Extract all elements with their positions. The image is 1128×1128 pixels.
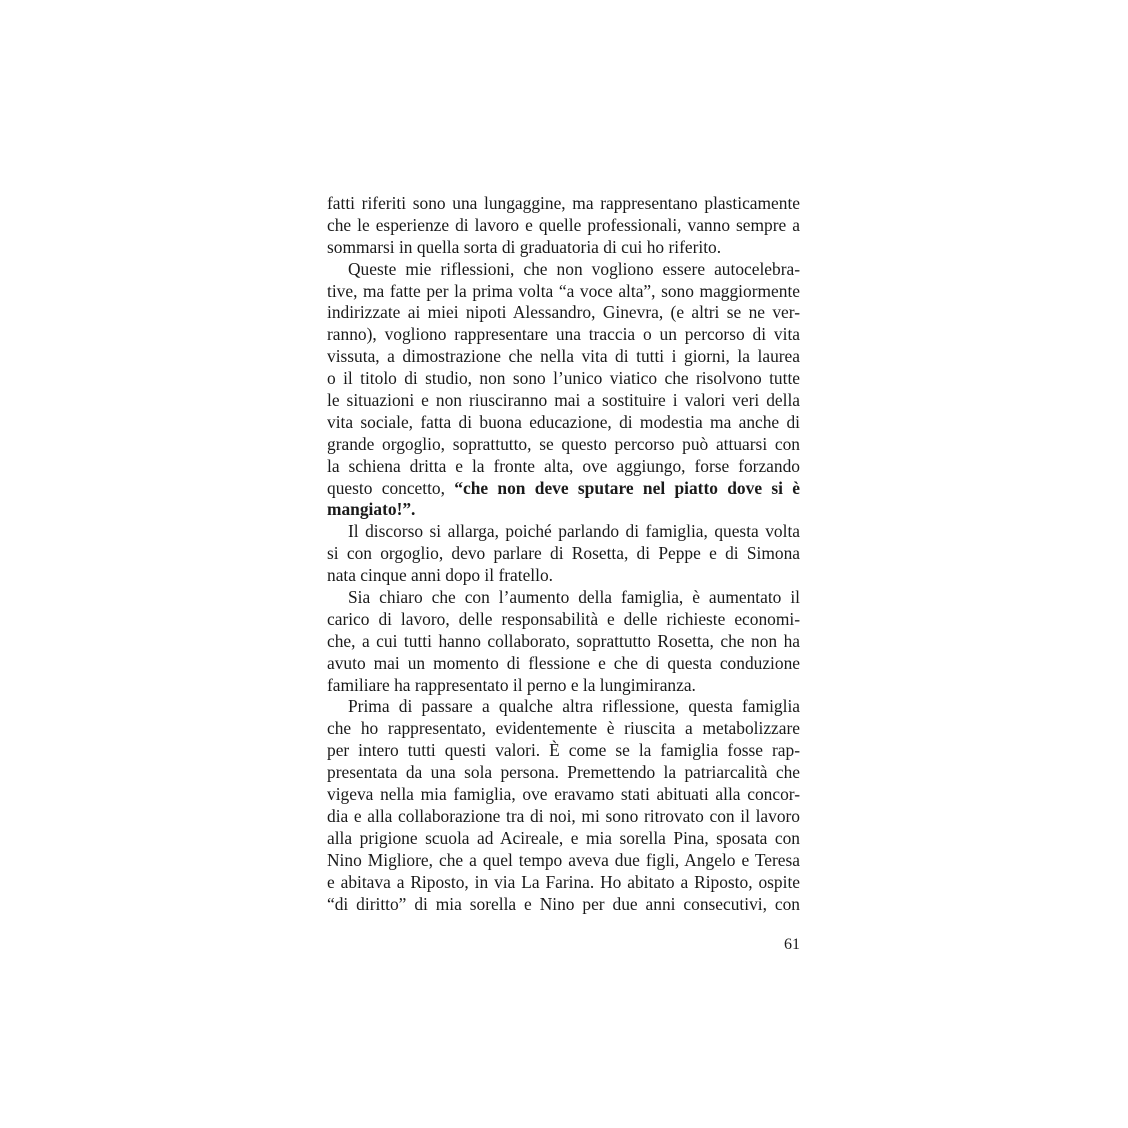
text-line: familiare ha rappresentato il perno e la lungimiranza.	[327, 674, 696, 695]
text-line: ranno), vogliono rappresentare una traccia o un percorso di vita	[327, 324, 800, 345]
page-number: 61	[784, 936, 800, 953]
text-line	[327, 478, 800, 500]
text-line: alla prigione scuola ad Acireale, e mia sorella Pina, sposata con	[327, 827, 800, 848]
text-line-plain: questo concetto,	[327, 477, 455, 498]
text-line: la schiena dritta e la fronte alta, ove aggiungo, forse forzando	[327, 455, 800, 476]
bold-quote-end: mangiato!”.	[327, 499, 416, 520]
text-line: che, a cui tutti hanno collaborato, soprattutto Rosetta, che non ha	[327, 630, 800, 651]
text-line: dia e alla collaborazione tra di noi, mi sono ritrovato con il lavoro	[327, 805, 800, 826]
text-line: grande orgoglio, soprattutto, se questo percorso può attuarsi con	[327, 433, 800, 454]
text-line: “di diritto” di mia sorella e Nino per due anni consecutivi, con	[327, 893, 800, 914]
bold-quote: “che non deve sputare nel piatto dove si è	[454, 477, 800, 498]
text-line: Nino Migliore, che a quel tempo aveva due figli, Angelo e Teresa	[327, 849, 800, 870]
text-line: per intero tutti questi valori. È come se la famiglia fosse rap-	[327, 740, 800, 761]
text-line: Sia chiaro che con l’aumento della famiglia, è aumentato il	[348, 587, 800, 608]
text-line: avuto mai un momento di flessione e che di questa conduzione	[327, 652, 800, 673]
text-line: Prima di passare a qualche altra riflessione, questa famiglia	[348, 696, 800, 717]
body-text	[327, 193, 800, 915]
text-line: si con orgoglio, devo parlare di Rosetta, di Peppe e di Simona	[327, 543, 800, 564]
text-line: tive, ma fatte per la prima volta “a voce alta”, sono maggiormente	[327, 280, 800, 301]
text-line: e abitava a Riposto, in via La Farina. Ho abitato a Riposto, ospite	[327, 871, 800, 892]
text-line: le situazioni e non riusciranno mai a sostituire i valori veri della	[327, 390, 800, 411]
text-line: carico di lavoro, delle responsabilità e delle richieste economi-	[327, 608, 800, 629]
text-line: vita sociale, fatta di buona educazione, di modestia ma anche di	[327, 411, 800, 432]
text-line: fatti riferiti sono una lungaggine, ma rappresentano plasticamente	[327, 193, 800, 213]
text-line: vissuta, a dimostrazione che nella vita di tutti i giorni, la laurea	[327, 346, 800, 367]
text-line: Queste mie riflessioni, che non vogliono essere autocelebra-	[348, 258, 800, 279]
text-line: che ho rappresentato, evidentemente è riuscita a metabolizzare	[327, 718, 800, 739]
text-line: che le esperienze di lavoro e quelle professionali, vanno sempre a	[327, 214, 800, 235]
text-line: vigeva nella mia famiglia, ove eravamo stati abituati alla concor-	[327, 784, 800, 805]
text-line: o il titolo di studio, non sono l’unico viatico che risolvono tutte	[327, 368, 800, 389]
text-line: indirizzate ai miei nipoti Alessandro, Ginevra, (e altri se ne ver-	[327, 302, 800, 323]
text-line: presentata da una sola persona. Premettendo la patriarcalità che	[327, 762, 800, 783]
text-line: sommarsi in quella sorta di graduatoria di cui ho riferito.	[327, 236, 722, 257]
text-line: Il discorso si allarga, poiché parlando di famiglia, questa volta	[348, 521, 800, 542]
text-line: nata cinque anni dopo il fratello.	[327, 565, 554, 586]
